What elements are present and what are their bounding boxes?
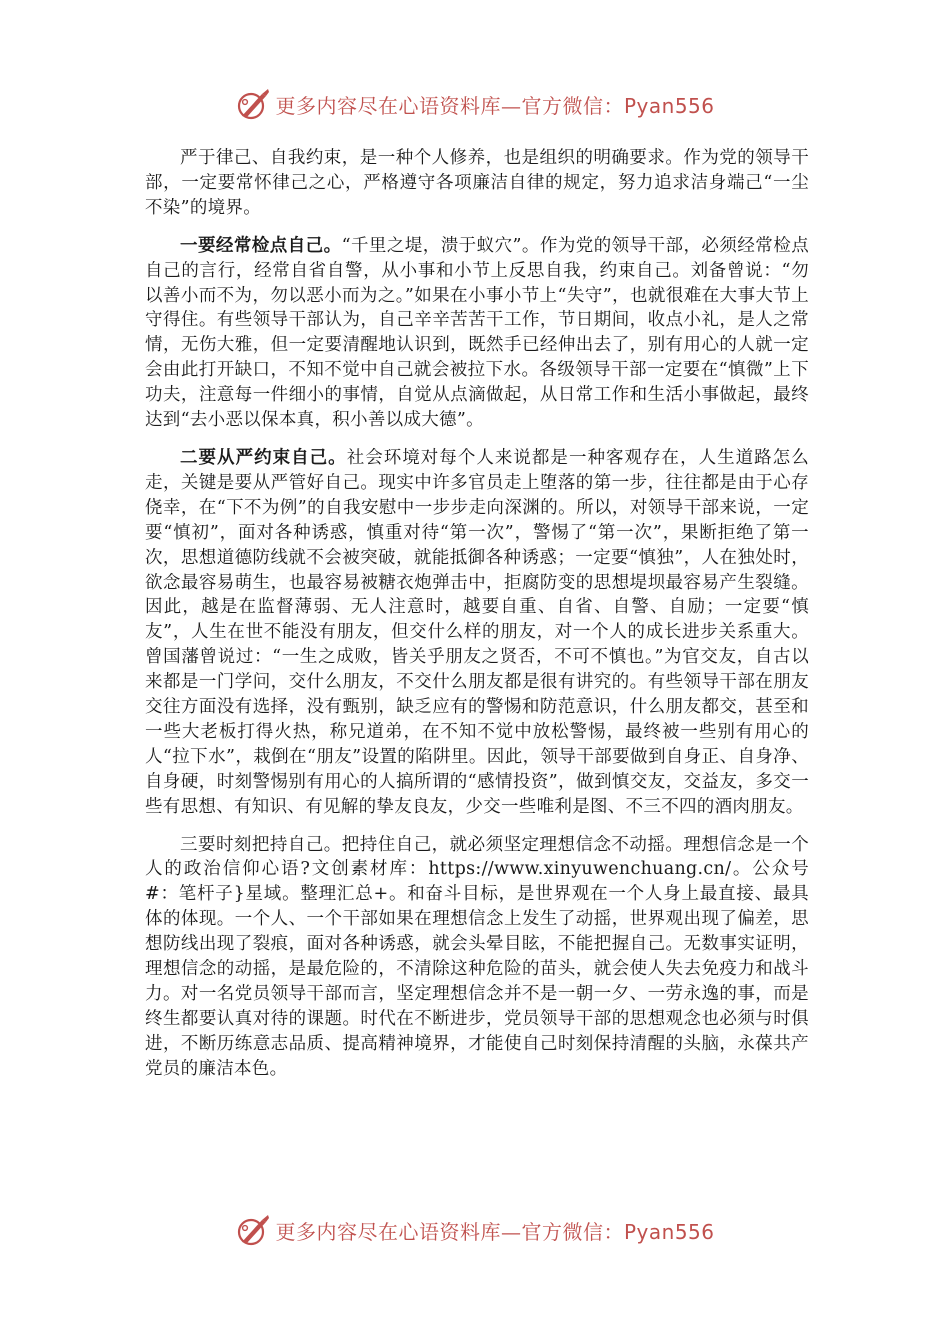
banner-label: 更多内容尽在心语资料库—官方微信： — [275, 1219, 624, 1244]
pen-logo-icon — [235, 86, 271, 122]
banner-wechat-id: Pyan556 — [623, 93, 715, 118]
paragraph-text: 三要时刻把持自己。把持住自己，就必须坚定理想信念不动摇。理想信念是一个人的政治信仰心语?文创素材库：https://www.xinyuwenchuang.cn/。公众号#：笔杆子}星域。整理汇总+。和奋斗目标，是世界观在一个人身上最直接、最具体的体现。一个人、一个干部如果在理想信念上发生了动摇，世界观出现了偏差，思想防线出现了裂痕，面对各种诱惑，就会头晕目眩，不能把握自己。无数事实证明，理想信念的动摇，是最危险的，不清除这种危险的苗头，就会使人失去免疫力和战斗力。对一名党员领导干部而言，坚定理想信念并不是一朝一夕、一劳永逸的事，而是终生都要认真对待的课题。时代在不断进步，党员领导干部的思想观念也必须与时俱进，不断历练意志品质、提高精神境界，才能使自己时刻保持清醒的头脑，永葆共产党员的廉洁本色。 — [145, 834, 809, 1079]
paragraph-intro — [145, 146, 809, 221]
banner-wechat-id: Pyan556 — [623, 1219, 715, 1244]
paragraph-lead: 一要经常检点自己。 — [180, 235, 342, 256]
paragraph-point-one — [145, 234, 809, 433]
article-body — [145, 146, 809, 1095]
banner-text — [275, 90, 714, 119]
paragraph-point-two — [145, 446, 809, 820]
paragraph-text: “千里之堤，溃于蚁穴”。作为党的领导干部，必须经常检点自己的言行，经常自省自警，从小事和小节上反思自我，约束自己。刘备曾说：“勿以善小而不为，勿以恶小而为之。”如果在小事小节上“失守”，也就很难在大事大节上守得住。有些领导干部认为，自己辛辛苦苦干工作，节日期间，收点小礼，是人之常情，无伤大雅，但一定要清醒地认识到，既然手已经伸出去了，别有用心的人就一定会由此打开缺口，不知不觉中自己就会被拉下水。各级领导干部一定要在“慎微”上下功夫，注意每一件细小的事情，自觉从点滴做起，从日常工作和生活小事做起，最终达到“去小恶以保本真，积小善以成大德”。 — [145, 235, 809, 431]
paragraph-point-three — [145, 833, 809, 1082]
pen-logo-icon — [235, 1212, 271, 1248]
banner-label: 更多内容尽在心语资料库—官方微信： — [275, 93, 624, 118]
header-banner — [0, 84, 950, 124]
paragraph-text: 严于律己、自我约束，是一种个人修养，也是组织的明确要求。作为党的领导干部，一定要常怀律己之心，严格遵守各项廉洁自律的规定，努力追求洁身端己“一尘不染”的境界。 — [145, 148, 809, 218]
paragraph-text: 社会环境对每个人来说都是一种客观存在，人生道路怎么走，关键是要从严管好自己。现实中许多官员走上堕落的第一步，往往都是由于心存侥幸，在“下不为例”的自我安慰中一步步走向深渊的。所以，对领导干部来说，一定要“慎初”，面对各种诱惑，慎重对待“第一次”，警惕了“第一次”，果断拒绝了第一次，思想道德防线就不会被突破，就能抵御各种诱惑；一定要“慎独”，人在独处时，欲念最容易萌生，也最容易被糖衣炮弹击中，拒腐防变的思想堤坝最容易产生裂缝。因此，越是在监督薄弱、无人注意时，越要自重、自省、自警、自励；一定要“慎友”，人生在世不能没有朋友，但交什么样的朋友，对一个人的成长进步关系重大。曾国藩曾说过：“一生之成败，皆关乎朋友之贤否，不可不慎也。”为官交友，自古以来都是一门学问，交什么朋友，不交什么朋友都是很有讲究的。有些领导干部在朋友交往方面没有选择，没有甄别，缺乏应有的警惕和防范意识，什么朋友都交，甚至和一些大老板打得火热，称兄道弟，在不知不觉中放松警惕，最终被一些别有用心的人“拉下水”，栽倒在“朋友”设置的陷阱里。因此，领导干部要做到自身正、自身净、自身硬，时刻警惕别有用心的人搞所谓的“感情投资”，做到慎交友，交益友，多交一些有思想、有知识、有见解的挚友良友，少交一些唯利是图、不三不四的酒肉朋友。 — [145, 447, 810, 817]
banner-text — [275, 1216, 714, 1245]
paragraph-lead: 二要从严约束自己。 — [180, 447, 347, 468]
footer-banner — [0, 1210, 950, 1250]
